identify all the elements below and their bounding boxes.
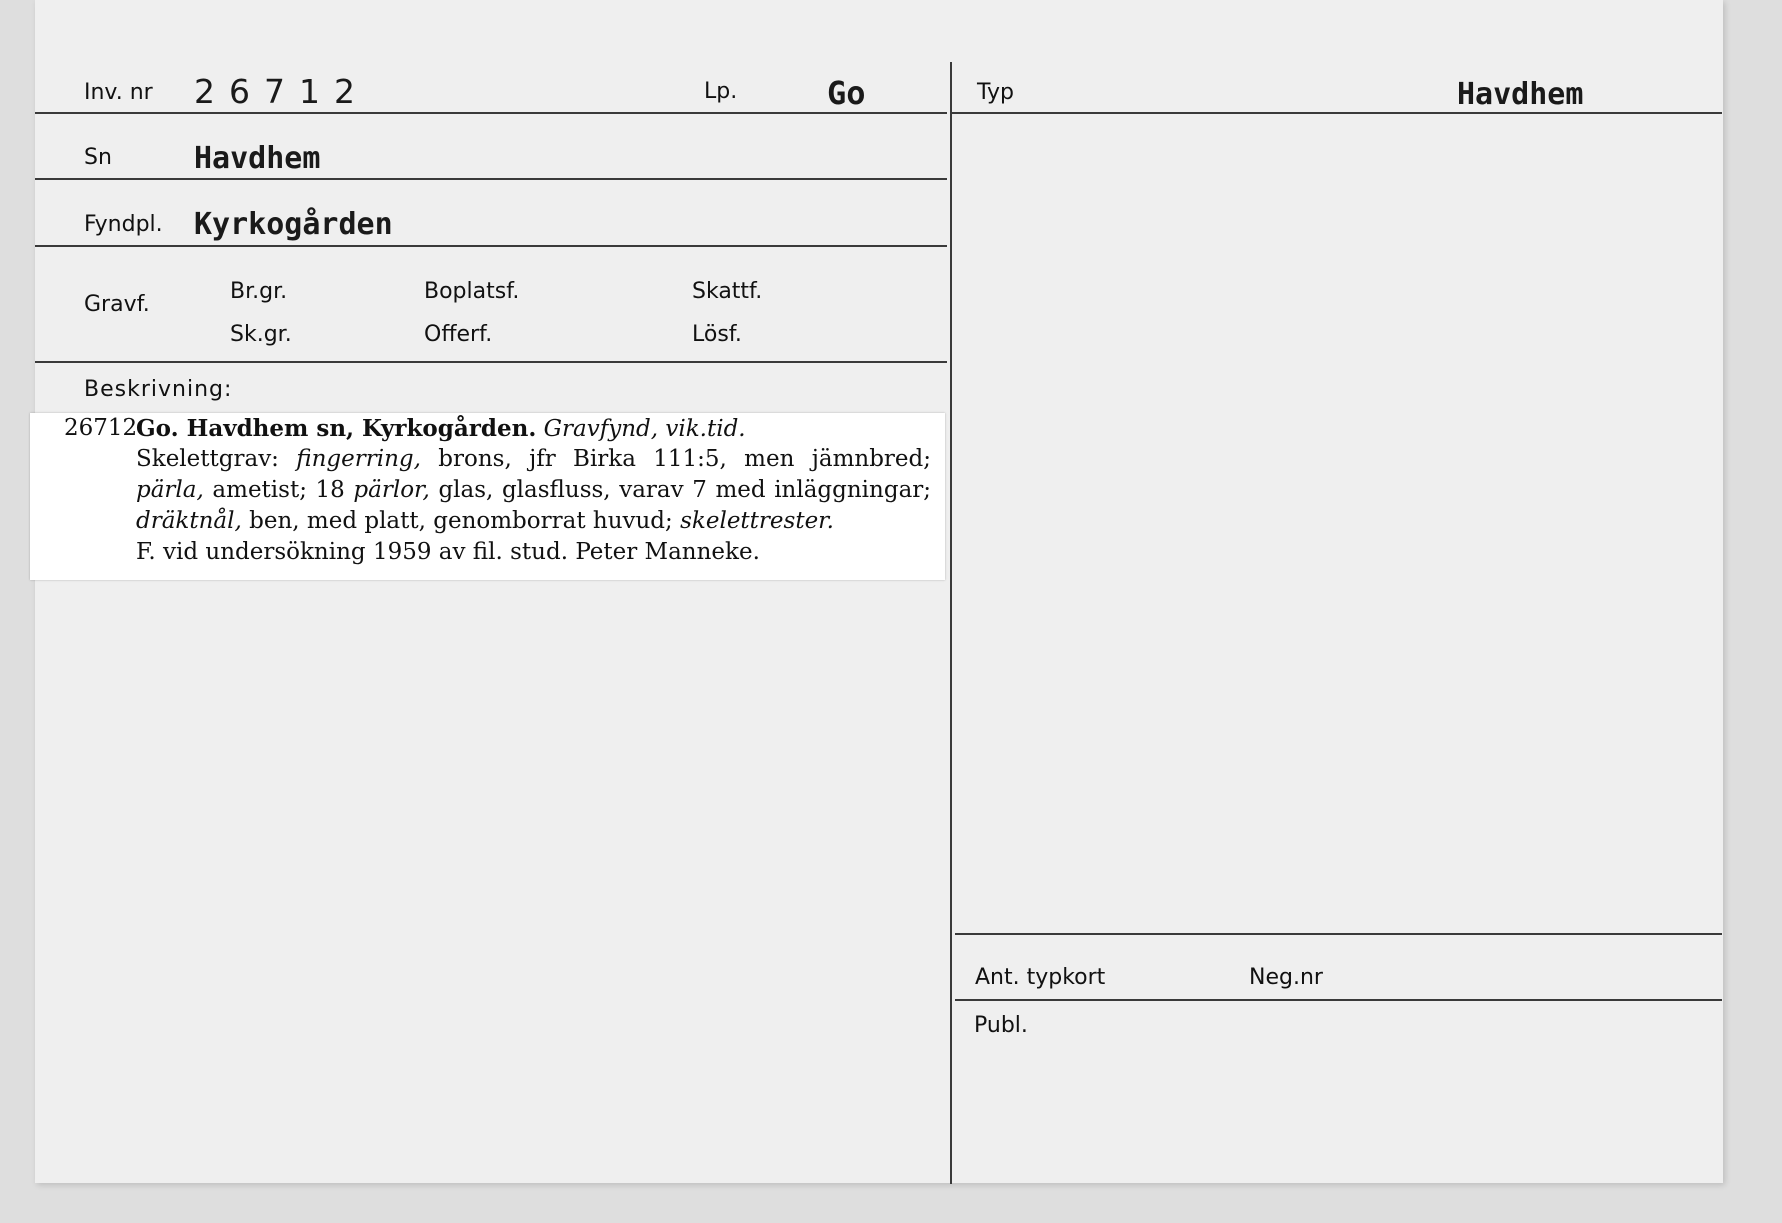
slip-text-fragment: ametist; 18 <box>212 477 345 503</box>
boplatsf-label: Boplatsf. <box>424 279 520 304</box>
rule-inv <box>35 112 947 114</box>
slip-find-note: F. vid undersökning 1959 av fil. stud. Peter Manneke. <box>136 539 760 565</box>
lp-value: Go <box>827 74 866 112</box>
negnr-label: Neg.nr <box>1249 965 1323 990</box>
rule-fyndpl <box>35 245 947 247</box>
slip-line-1 <box>136 413 931 445</box>
rule-sn <box>35 178 947 180</box>
inv-nr-value: 26712 <box>194 72 369 111</box>
slip-line-5 <box>136 537 931 568</box>
skattf-label: Skattf. <box>692 279 763 304</box>
slip-text-fragment: glas, glasfluss, varav 7 med inläggningar; <box>438 477 932 503</box>
column-divider <box>950 62 952 1184</box>
slip-object-name: dräktnål, <box>136 508 242 534</box>
slip-line-3 <box>136 475 931 506</box>
description-slip <box>30 413 945 580</box>
slip-number: 26712 <box>64 415 138 441</box>
rule-typ <box>952 112 1722 114</box>
typ-value: Havdhem <box>1457 77 1584 112</box>
brgr-label: Br.gr. <box>230 279 288 304</box>
ant-typkort-label: Ant. typkort <box>975 965 1106 990</box>
rule-ant-bottom <box>955 999 1722 1001</box>
rule-ant-top <box>955 933 1722 935</box>
offerf-label: Offerf. <box>424 322 493 347</box>
slip-heading: Go. Havdhem sn, Kyrkogården. <box>136 415 537 442</box>
fyndpl-label: Fyndpl. <box>84 212 163 237</box>
inv-nr-label: Inv. nr <box>84 80 153 105</box>
lp-label: Lp. <box>704 79 738 104</box>
slip-line-2 <box>136 444 931 475</box>
slip-category: Gravfynd, vik.tid. <box>543 416 746 442</box>
slip-line-4 <box>136 506 931 537</box>
slip-text-fragment: Skelettgrav: <box>136 446 279 472</box>
sn-label: Sn <box>84 145 112 170</box>
rule-gravf <box>35 361 947 363</box>
losf-label: Lösf. <box>692 322 742 347</box>
slip-object-name: fingerring, <box>296 446 421 472</box>
slip-text-fragment: brons, jfr Birka 111:5, men jämnbred; <box>438 446 932 472</box>
fyndpl-value: Kyrkogården <box>194 207 393 242</box>
typ-label: Typ <box>977 80 1014 105</box>
sn-value: Havdhem <box>194 141 321 176</box>
slip-object-name: pärla, <box>136 477 204 503</box>
beskrivning-label: Beskrivning: <box>84 377 233 402</box>
skgr-label: Sk.gr. <box>230 322 292 347</box>
slip-object-name: pärlor, <box>353 477 430 503</box>
gravf-label: Gravf. <box>84 292 150 317</box>
publ-label: Publ. <box>974 1013 1028 1038</box>
slip-text-fragment: ben, med platt, genomborrat huvud; <box>249 508 673 534</box>
slip-object-name: skelettrester. <box>680 508 834 534</box>
